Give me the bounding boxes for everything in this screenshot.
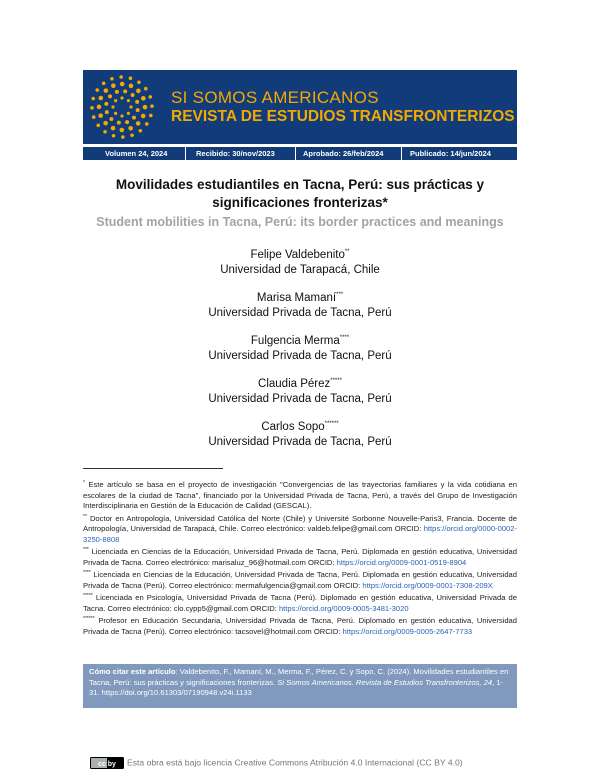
footnote-mark: ***** [83, 593, 93, 599]
author-entry [83, 417, 517, 450]
author-affiliation: Universidad Privada de Tacna, Perú [208, 393, 392, 405]
sun-dot [136, 89, 141, 94]
sun-dot [136, 121, 141, 126]
orcid-link[interactable]: https://orcid.org/0009-0005-3481-3020 [278, 603, 409, 613]
volume-label: Volumen 24, 2024 [105, 149, 168, 158]
journal-subtitle: REVISTA DE ESTUDIOS TRANSFRONTERIZOS [171, 108, 515, 125]
sun-dot [99, 96, 104, 101]
author-name: Felipe Valdebenito [250, 249, 345, 261]
sun-dot [117, 121, 121, 125]
sun-dot [119, 75, 123, 79]
sun-dot [120, 128, 125, 133]
sun-dot [150, 104, 154, 108]
sun-dot [111, 126, 116, 131]
sun-dot [120, 114, 123, 117]
citation-box [83, 664, 517, 708]
sun-dot [129, 84, 134, 89]
sun-dot [130, 133, 134, 137]
footnote [83, 545, 517, 568]
citation-text: : Valdebenito, F., Mamaní, M., Merma, F., Pérez, C. y Sopo, C. (2024). Movilidades estudiantiles en Tacna, Perú: sus prácticas y significaciones fronterizas. [89, 667, 509, 687]
footnote [83, 591, 517, 614]
sun-dot [148, 95, 152, 99]
footnote [83, 568, 517, 591]
orcid-link[interactable]: https://orcid.org/0009-0001-7308-209X [362, 580, 493, 590]
footnote-mark: ** [83, 513, 87, 520]
sun-dot [145, 122, 149, 126]
approved-date: Aprobado: 26/feb/2024 [303, 149, 384, 158]
footnote-text: Este artículo se basa en el proyecto de investigación "Convergencias de las trayectorias familiares y la vida cotidiana en escolares de la ciudad de Tacna", financiado por la Universidad Privada de Tacna, Perú, a través del Grupo de Investigación Interdisciplinaria en Gestión de la Educación de Calidad (GESCAL). [83, 480, 517, 510]
sun-dot [128, 126, 133, 131]
sun-dot [132, 116, 136, 120]
sun-dot [129, 105, 132, 108]
meta-divider [401, 147, 402, 160]
sun-dot [127, 112, 130, 115]
footnote-mark: ** [344, 249, 350, 255]
sun-dot [90, 106, 94, 110]
sun-dot [104, 102, 108, 106]
sun-dot [110, 77, 114, 81]
orcid-link[interactable]: https://orcid.org/0009-0001-0519-8904 [336, 557, 467, 567]
sun-dot [135, 100, 139, 104]
sun-dot [127, 99, 130, 102]
sun-dot [111, 105, 114, 108]
footnote-text: Licenciada en Ciencias de la Educación, Universidad Privada de Tacna, Perú. Diplomada en gestión educativa, Universidad Privada de Tacna. Correo electrónico: marisaluz_96@hotmail.com ORCID: [83, 547, 517, 567]
author-name: Fulgencia Merma [250, 335, 340, 347]
author-name: Claudia Pérez [258, 378, 331, 390]
author-affiliation: Universidad Privada de Tacna, Perú [208, 350, 392, 362]
sun-dot [136, 108, 140, 112]
citation-journal: Si Somos Americanos. Revista de Estudios Transfronterizos, 24 [277, 677, 493, 687]
footnote-divider [83, 468, 223, 469]
sun-dot [139, 129, 143, 133]
author-affiliation: Universidad Privada de Tacna, Perú [208, 436, 392, 448]
cc-badge-text: cc by [98, 761, 116, 768]
sun-dot [91, 97, 95, 101]
meta-divider [185, 147, 186, 160]
footnote-text: Doctor en Antropología, Universidad Católica del Norte (Chile) y Université Sorbonne Nouvelle-Paris3, Francia. Docente de Antropología, Universidad de Tarapacá, Chile. Correo electrónico: valdeb.felipe@gmail.com ORCID: [83, 513, 517, 533]
orcid-link[interactable]: https://orcid.org/0000-0002-3250-8808 [83, 524, 517, 544]
sun-dot [104, 88, 109, 93]
article-title: Movilidades estudiantiles en Tacna, Perú: sus prácticas y significaciones fronterizas* [115, 177, 485, 210]
sun-dot [144, 87, 148, 91]
author-name: Carlos Sopo [261, 421, 325, 433]
sun-dot [103, 121, 108, 126]
footnote-text: Profesor en Educación Secundaria, Universidad Privada de Tacna, Perú. Diplomado en gestión educativa, Universidad Privada de Tacna (Perú). Correo electrónico: tacsovel@hotmail.com ORCID: [83, 616, 517, 636]
footnote-text: Licenciada en Psicología, Universidad Privada de Tacna (Perú). Diplomado en gestión educativa, Universidad Privada de Tacna. Correo electrónico: clo.cypp5@gmail.com ORCID: [83, 593, 517, 613]
sun-dot [96, 124, 100, 128]
footnote-mark: *** [83, 547, 89, 553]
sun-dot [97, 105, 102, 110]
sun-dot [121, 135, 125, 139]
license-text: Esta obra está bajo licencia Creative Commons Atribución 4.0 Internacional (CC BY 4.0) [127, 757, 463, 768]
sun-dot [137, 80, 141, 84]
sun-dot [123, 89, 127, 93]
sun-dot [141, 96, 146, 101]
sun-dot [103, 130, 107, 134]
received-date: Recibido: 30/nov/2023 [196, 149, 275, 158]
footnote-mark: ****** [324, 421, 339, 427]
author-entry [83, 245, 517, 278]
sun-dot [120, 82, 125, 87]
sun-dot [111, 83, 116, 88]
journal-name: SI SOMOS AMERICANOS [171, 88, 379, 107]
footnote [83, 614, 517, 637]
sun-dot [129, 76, 133, 80]
author-name: Marisa Mamaní [256, 292, 337, 304]
sun-dot [141, 114, 146, 119]
sun-dot [125, 120, 129, 124]
meta-divider [295, 147, 296, 160]
sun-dot [98, 113, 103, 118]
article-subtitle: Student mobilities in Tacna, Perú: its border practices and meanings [96, 215, 504, 229]
footnotes [83, 478, 517, 637]
sun-dot [109, 117, 113, 121]
sun-dot [115, 90, 119, 94]
author-list [83, 245, 517, 460]
orcid-link[interactable]: https://orcid.org/0009-0005-2647-7733 [342, 626, 473, 636]
footnote-mark: **** [83, 570, 91, 576]
citation-doi[interactable]: , 1-31. https://doi.org/10.61303/07190948.v24i.1133 [89, 677, 504, 697]
published-date: Publicado: 14/jun/2024 [410, 149, 491, 158]
sun-dot [108, 94, 112, 98]
sun-dot [131, 93, 135, 97]
sun-dot [114, 112, 117, 115]
author-entry [83, 374, 517, 407]
footnote-mark: *** [336, 292, 344, 298]
footnote-mark: * [83, 480, 85, 486]
sun-dot [143, 105, 148, 110]
footnote [83, 512, 517, 546]
sun-dot [95, 88, 99, 92]
footnote-mark: ***** [330, 378, 342, 384]
cc-by-icon[interactable] [90, 757, 124, 769]
footnote-text: Licenciada en Ciencias de la Educación, Universidad Privada de Tacna, Perú. Diplomada en gestión educativa, Universidad Privada de Tacna (Perú). Correo electrónico: mermafulgencia@gmail.com ORCID: [83, 570, 517, 590]
sun-dot [102, 81, 106, 85]
sun-dot [120, 96, 123, 99]
citation-label: Cómo citar este artículo [89, 667, 176, 676]
footnote [83, 478, 517, 512]
sun-dot [105, 110, 109, 114]
license-line [90, 757, 520, 769]
author-affiliation: Universidad de Tarapacá, Chile [220, 264, 380, 276]
sun-logo-icon [89, 74, 155, 140]
publication-meta-bar [83, 147, 517, 160]
sun-dot [149, 114, 153, 118]
journal-banner [83, 70, 517, 144]
author-affiliation: Universidad Privada de Tacna, Perú [208, 307, 392, 319]
footnote-mark: **** [339, 335, 350, 341]
footnote-mark: ****** [83, 616, 95, 622]
sun-dot [92, 115, 96, 119]
sun-dot [112, 134, 116, 138]
sun-dot [114, 99, 117, 102]
author-entry [83, 288, 517, 321]
author-entry [83, 331, 517, 364]
